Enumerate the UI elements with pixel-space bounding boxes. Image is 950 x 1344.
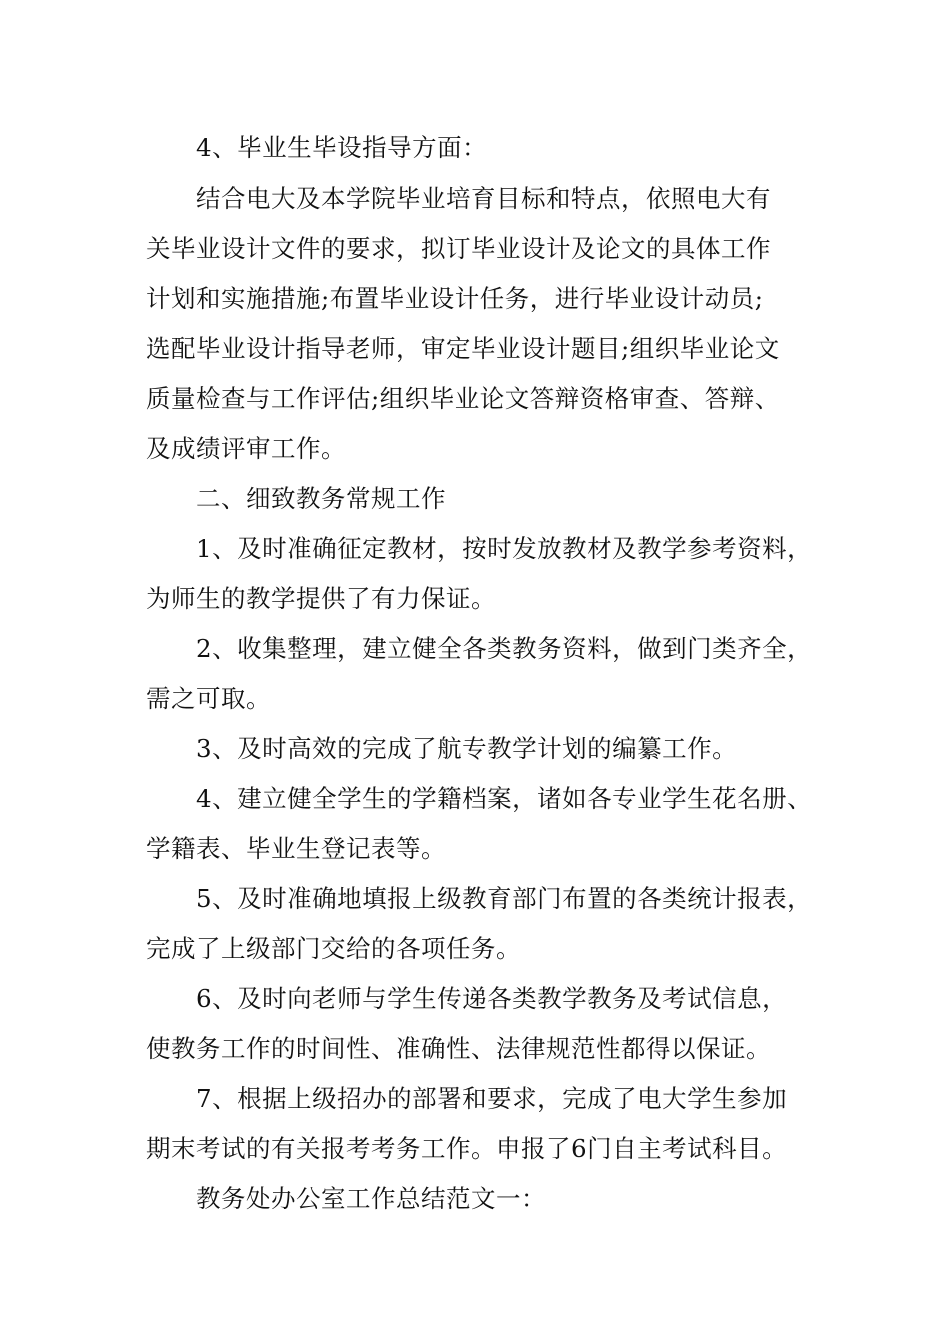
paragraph-line: 期末考试的有关报考考务工作。申报了6门自主考试科目。 (146, 1134, 788, 1163)
paragraph-line: 学籍表、毕业生登记表等。 (146, 834, 446, 863)
paragraph-line: 结合电大及本学院毕业培育目标和特点，依照电大有 (196, 184, 771, 213)
paragraph-line: 需之可取。 (146, 684, 271, 713)
section-heading: 教务处办公室工作总结范文一： (196, 1184, 546, 1213)
paragraph-line: 2、收集整理，建立健全各类教务资料，做到门类齐全， (196, 634, 813, 663)
paragraph-line: 7、根据上级招办的部署和要求，完成了电大学生参加 (196, 1084, 788, 1113)
paragraph-line: 6、及时向老师与学生传递各类教学教务及考试信息， (196, 984, 788, 1013)
paragraph-line: 使教务工作的时间性、准确性、法律规范性都得以保证。 (146, 1034, 771, 1063)
paragraph-line: 及成绩评审工作。 (146, 434, 346, 463)
paragraph-line: 完成了上级部门交给的各项任务。 (146, 934, 521, 963)
paragraph-line: 4、毕业生毕设指导方面： (196, 133, 488, 162)
paragraph-line: 为师生的教学提供了有力保证。 (146, 584, 496, 613)
paragraph-line: 质量检查与工作评估;组织毕业论文答辩资格审查、答辩、 (146, 384, 780, 413)
paragraph-line: 3、及时高效的完成了航专教学计划的编纂工作。 (196, 734, 738, 763)
paragraph-line: 选配毕业设计指导老师，审定毕业设计题目;组织毕业论文 (146, 334, 780, 363)
paragraph-line: 5、及时准确地填报上级教育部门布置的各类统计报表， (196, 884, 813, 913)
section-heading: 二、细致教务常规工作 (196, 484, 446, 513)
paragraph-line: 关毕业设计文件的要求，拟订毕业设计及论文的具体工作 (146, 234, 771, 263)
paragraph-line: 1、及时准确征定教材，按时发放教材及教学参考资料， (196, 534, 813, 563)
paragraph-line: 4、建立健全学生的学籍档案，诸如各专业学生花名册、 (196, 784, 813, 813)
paragraph-line: 计划和实施措施;布置毕业设计任务，进行毕业设计动员; (146, 284, 764, 313)
